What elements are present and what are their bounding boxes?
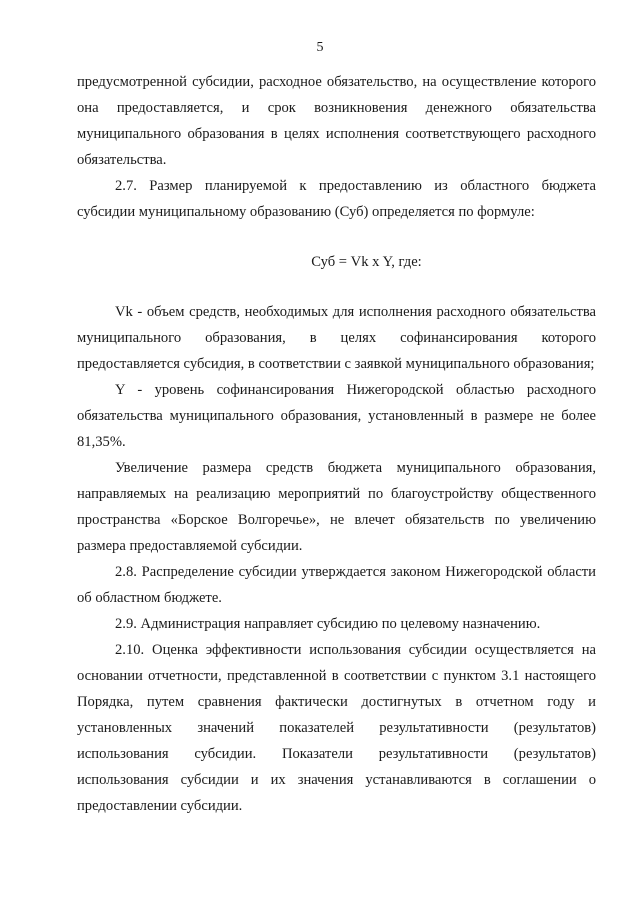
paragraph-budget-increase: Увеличение размера средств бюджета муниципального образования, направляемых на реализацию мероприятий по благоустройству общественного пространства «Борское Волгоречье», не влечет обязательств по увеличению размера предоставляемой субсидии.	[77, 460, 596, 554]
formula: Суб = Vk x Y, где:	[311, 254, 422, 270]
paragraph-2-10: 2.10. Оценка эффективности использования субсидии осуществляется на основании отчетности, представленной в соответствии с пунктом 3.1 настоящего Порядка, путем сравнения фактически достигнутых в отчетном году и установленных значений показателей результативности (результатов) использования субсидии. Показатели результативности (результатов) использования субсидии и их значения устанавливаются в соглашении о предоставлении субсидии.	[77, 642, 596, 814]
paragraph-2-7: 2.7. Размер планируемой к предоставлению из областного бюджета субсидии муниципальному образованию (Суб) определяется по формуле:	[77, 178, 596, 220]
paragraph-y-definition: Y - уровень софинансирования Нижегородской областью расходного обязательства муниципального образования, установленный в размере не более 81,35%.	[77, 382, 596, 450]
paragraph-vk-definition: Vk - объем средств, необходимых для исполнения расходного обязательства муниципального образования, в целях софинансирования которого предоставляется субсидия, в соответствии с заявкой муниципального образования;	[77, 304, 596, 372]
paragraph-2-9: 2.9. Администрация направляет субсидию по целевому назначению.	[115, 616, 541, 632]
paragraph-2-8: 2.8. Распределение субсидии утверждается законом Нижегородской области об областном бюджете.	[77, 564, 596, 606]
document-body	[77, 69, 596, 819]
paragraph-continuation: предусмотренной субсидии, расходное обязательство, на осуществление которого она предоставляется, и срок возникновения денежного обязательства муниципального образования в целях исполнения соответствующего расходного обязательства.	[77, 74, 596, 168]
page-number: 5	[316, 40, 324, 55]
